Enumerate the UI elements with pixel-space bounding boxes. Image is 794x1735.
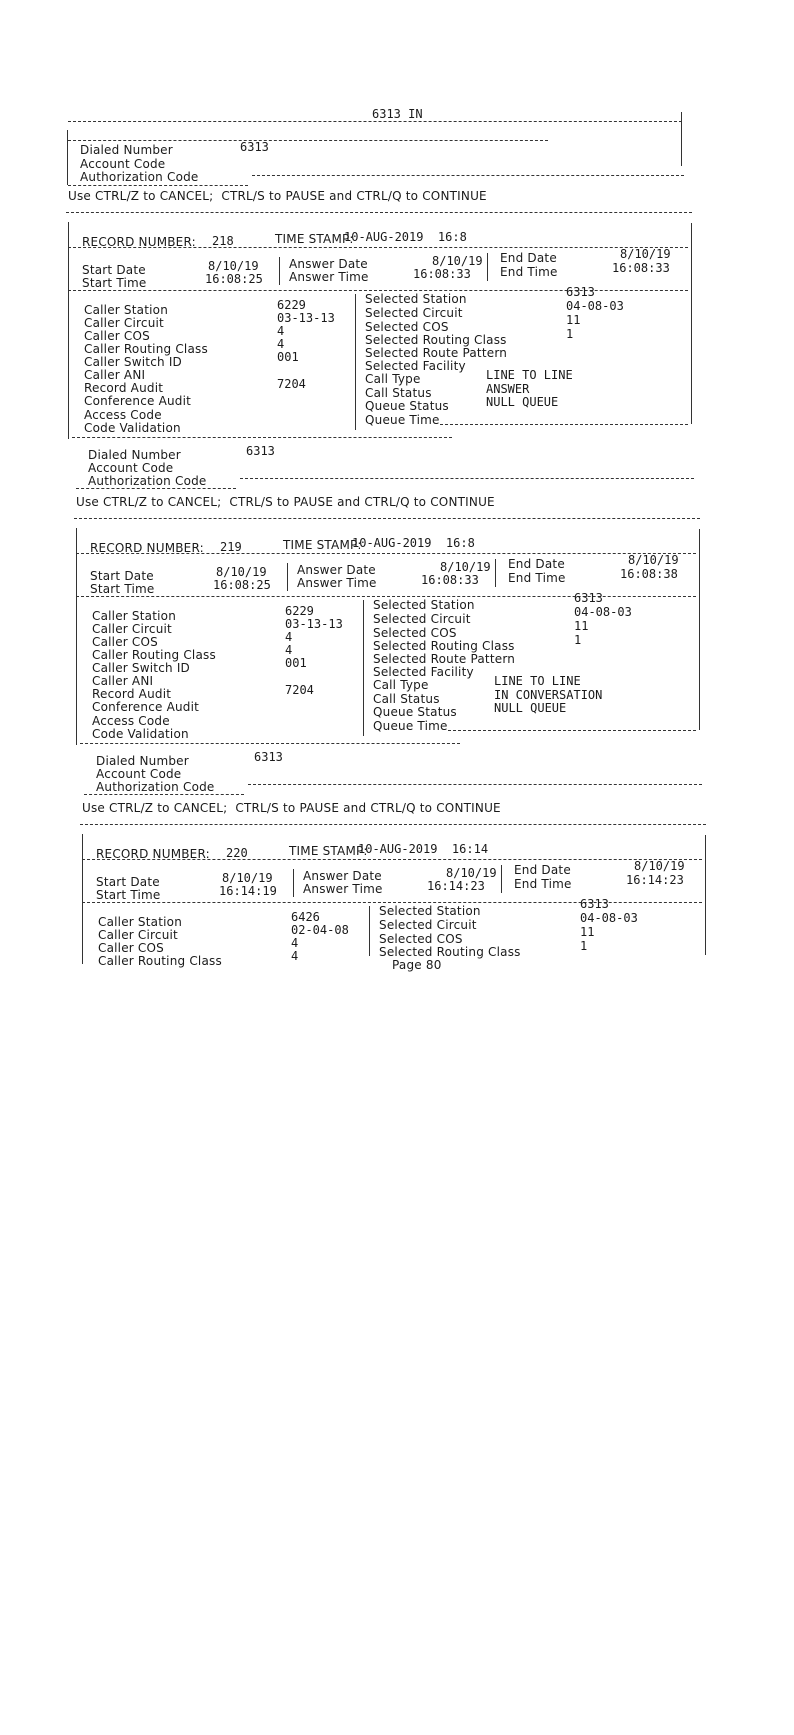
- caller-cos-label: Caller COS: [84, 329, 150, 343]
- record-audit-label: Record Audit: [84, 381, 164, 395]
- dialed-number-label: Dialed Number: [96, 754, 189, 768]
- selected-facility-label: Selected Facility: [373, 665, 474, 679]
- caller-cos: 4: [277, 324, 285, 338]
- call-type: LINE TO LINE: [494, 674, 581, 688]
- queue-status-label: Queue Status: [373, 705, 457, 719]
- record-number: 218: [212, 234, 234, 248]
- selected-routing-class: 1: [580, 939, 588, 953]
- divider: [82, 902, 702, 903]
- caller-station-label: Caller Station: [92, 609, 176, 623]
- answer-time: 16:08:33: [421, 573, 479, 587]
- caller-cos-label: Caller COS: [92, 635, 158, 649]
- divider: [76, 596, 696, 597]
- dialed-number-value: 6313: [254, 750, 283, 764]
- dialed-number-label: Dialed Number: [88, 448, 181, 462]
- end-time: 16:08:33: [612, 261, 670, 275]
- conference-audit-label: Conference Audit: [84, 394, 192, 408]
- selected-circuit-label: Selected Circuit: [373, 612, 471, 626]
- account-code-label: Account Code: [80, 157, 166, 171]
- end-date: 8/10/19: [620, 247, 671, 261]
- divider: [80, 824, 706, 825]
- answer-time-label: Answer Time: [289, 270, 369, 284]
- right-border: [705, 835, 706, 955]
- answer-date-label: Answer Date: [289, 257, 368, 271]
- divider: [74, 518, 700, 519]
- start-date: 8/10/19: [222, 871, 273, 885]
- record-block-220: [14, 612, 794, 1735]
- end-time: 16:08:38: [620, 567, 678, 581]
- start-time-label: Start Time: [96, 888, 161, 902]
- end-time-label: End Time: [508, 571, 566, 585]
- call-status-label: Call Status: [373, 692, 440, 706]
- caller-station-label: Caller Station: [84, 303, 168, 317]
- separator: [501, 865, 502, 893]
- selected-circuit: 04-08-03: [566, 299, 624, 313]
- caller-circuit: 03-13-13: [277, 311, 335, 325]
- record-audit-label: Record Audit: [92, 687, 172, 701]
- authorization-code-label: Authorization Code: [80, 170, 199, 184]
- dialed-number-value: 6313: [240, 140, 269, 154]
- end-date-label: End Date: [508, 557, 565, 571]
- end-time-label: End Time: [500, 265, 558, 279]
- selected-routing-class-label: Selected Routing Class: [373, 639, 515, 653]
- dialed-number-value: 6313: [246, 444, 275, 458]
- start-date-label: Start Date: [96, 875, 160, 889]
- time-stamp: 10-AUG-2019 16:14: [358, 842, 489, 856]
- selected-routing-class-label: Selected Routing Class: [379, 945, 521, 959]
- start-time-label: Start Time: [82, 276, 147, 290]
- start-time: 16:08:25: [213, 578, 271, 592]
- start-date-label: Start Date: [82, 263, 146, 277]
- cancel-prompt: Use CTRL/Z to CANCEL; CTRL/S to PAUSE and CTRL/Q to CONTINUE: [82, 801, 501, 815]
- caller-routing-class-label: Caller Routing Class: [98, 954, 222, 968]
- selected-circuit: 04-08-03: [574, 605, 632, 619]
- call-type-label: Call Type: [373, 678, 429, 692]
- separator: [495, 559, 496, 587]
- authorization-code-label: Authorization Code: [96, 780, 215, 794]
- caller-routing-class: 4: [285, 643, 293, 657]
- selected-circuit-label: Selected Circuit: [379, 918, 477, 932]
- end-date-label: End Date: [514, 863, 571, 877]
- start-date-label: Start Date: [90, 569, 154, 583]
- answer-date: 8/10/19: [440, 560, 491, 574]
- caller-routing-class: 4: [291, 949, 299, 963]
- divider: [82, 859, 702, 860]
- access-code-label: Access Code: [92, 714, 170, 728]
- separator: [287, 563, 288, 591]
- queue-status: NULL QUEUE: [494, 701, 567, 715]
- record-number: 220: [226, 846, 248, 860]
- time-stamp-label: TIME STAMP:: [283, 538, 362, 552]
- record-number-label: RECORD NUMBER:: [82, 235, 196, 249]
- start-date: 8/10/19: [208, 259, 259, 273]
- code-validation-label: Code Validation: [84, 421, 181, 435]
- account-code-label: Account Code: [88, 461, 174, 475]
- time-stamp-label: TIME STAMP:: [275, 232, 354, 246]
- time-stamp: 10-AUG-2019 16:8: [344, 230, 467, 244]
- caller-circuit-label: Caller Circuit: [98, 928, 178, 942]
- caller-routing-class: 4: [277, 337, 285, 351]
- cancel-prompt: Use CTRL/Z to CANCEL; CTRL/S to PAUSE and CTRL/Q to CONTINUE: [68, 189, 487, 203]
- selected-station: 6313: [566, 285, 595, 299]
- start-time: 16:14:19: [219, 884, 277, 898]
- answer-time: 16:14:23: [427, 879, 485, 893]
- call-type: LINE TO LINE: [486, 368, 573, 382]
- answer-time-label: Answer Time: [303, 882, 383, 896]
- cancel-prompt: Use CTRL/Z to CANCEL; CTRL/S to PAUSE and CTRL/Q to CONTINUE: [76, 495, 495, 509]
- call-status: ANSWER: [486, 382, 530, 396]
- code-validation-label: Code Validation: [92, 727, 189, 741]
- separator: [487, 253, 488, 281]
- end-date-label: End Date: [500, 251, 557, 265]
- selected-station-label: Selected Station: [373, 598, 475, 612]
- divider: [66, 212, 692, 213]
- answer-date-label: Answer Date: [303, 869, 382, 883]
- left-border: [82, 834, 83, 964]
- selected-station-label: Selected Station: [379, 904, 481, 918]
- selected-route-pattern-label: Selected Route Pattern: [373, 652, 516, 666]
- caller-station: 6426: [291, 910, 320, 924]
- queue-time-label: Queue Time: [373, 719, 448, 733]
- selected-route-pattern-label: Selected Route Pattern: [365, 346, 508, 360]
- caller-station: 6229: [285, 604, 314, 618]
- end-date: 8/10/19: [634, 859, 685, 873]
- selected-cos-label: Selected COS: [373, 626, 457, 640]
- caller-switch-id-label: Caller Switch ID: [84, 355, 182, 369]
- selected-cos: 11: [566, 313, 581, 327]
- caller-cos: 4: [285, 630, 293, 644]
- queue-time-label: Queue Time: [365, 413, 440, 427]
- answer-date: 8/10/19: [432, 254, 483, 268]
- access-code-label: Access Code: [84, 408, 162, 422]
- start-date: 8/10/19: [216, 565, 267, 579]
- answer-date: 8/10/19: [446, 866, 497, 880]
- answer-date-label: Answer Date: [297, 563, 376, 577]
- record-number: 219: [220, 540, 242, 554]
- divider: [68, 247, 688, 248]
- page-number: Page 80: [392, 958, 442, 972]
- caller-station-label: Caller Station: [98, 915, 182, 929]
- time-stamp: 10-AUG-2019 16:8: [352, 536, 475, 550]
- separator: [293, 869, 294, 897]
- record-audit: 7204: [285, 683, 314, 697]
- caller-ani-label: Caller ANI: [92, 674, 154, 688]
- answer-time: 16:08:33: [413, 267, 471, 281]
- start-time: 16:08:25: [205, 272, 263, 286]
- caller-circuit: 02-04-08: [291, 923, 349, 937]
- caller-cos: 4: [291, 936, 299, 950]
- start-time-label: Start Time: [90, 582, 155, 596]
- selected-circuit-label: Selected Circuit: [365, 306, 463, 320]
- selected-cos-label: Selected COS: [365, 320, 449, 334]
- call-status: IN CONVERSATION: [494, 688, 603, 702]
- caller-cos-label: Caller COS: [98, 941, 164, 955]
- caller-circuit-label: Caller Circuit: [92, 622, 172, 636]
- time-stamp-label: TIME STAMP:: [289, 844, 368, 858]
- selected-routing-class-label: Selected Routing Class: [365, 333, 507, 347]
- caller-station: 6229: [277, 298, 306, 312]
- selected-station-label: Selected Station: [365, 292, 467, 306]
- selected-facility-label: Selected Facility: [365, 359, 466, 373]
- dialed-number-label: Dialed Number: [80, 143, 173, 157]
- caller-circuit-label: Caller Circuit: [84, 316, 164, 330]
- call-type-label: Call Type: [365, 372, 421, 386]
- record-audit: 7204: [277, 377, 306, 391]
- selected-routing-class: 1: [574, 633, 582, 647]
- selected-routing-class: 1: [566, 327, 574, 341]
- conference-audit-label: Conference Audit: [92, 700, 200, 714]
- divider: [76, 553, 696, 554]
- caller-switch-id-label: Caller Switch ID: [92, 661, 190, 675]
- caller-switch-id: 001: [277, 350, 299, 364]
- call-status-label: Call Status: [365, 386, 432, 400]
- queue-status: NULL QUEUE: [486, 395, 559, 409]
- caller-switch-id: 001: [285, 656, 307, 670]
- selected-cos: 11: [574, 619, 589, 633]
- separator: [279, 257, 280, 285]
- caller-routing-class-label: Caller Routing Class: [84, 342, 208, 356]
- separator: [369, 906, 370, 956]
- record-number-label: RECORD NUMBER:: [90, 541, 204, 555]
- end-time: 16:14:23: [626, 873, 684, 887]
- end-date: 8/10/19: [628, 553, 679, 567]
- caller-ani-label: Caller ANI: [84, 368, 146, 382]
- page-header: 6313 IN: [372, 107, 423, 121]
- selected-station: 6313: [574, 591, 603, 605]
- selected-cos-label: Selected COS: [379, 932, 463, 946]
- caller-circuit: 03-13-13: [285, 617, 343, 631]
- queue-status-label: Queue Status: [365, 399, 449, 413]
- end-time-label: End Time: [514, 877, 572, 891]
- record-number-label: RECORD NUMBER:: [96, 847, 210, 861]
- caller-routing-class-label: Caller Routing Class: [92, 648, 216, 662]
- divider: [68, 290, 688, 291]
- selected-station: 6313: [580, 897, 609, 911]
- selected-circuit: 04-08-03: [580, 911, 638, 925]
- account-code-label: Account Code: [96, 767, 182, 781]
- authorization-code-label: Authorization Code: [88, 474, 207, 488]
- selected-cos: 11: [580, 925, 595, 939]
- answer-time-label: Answer Time: [297, 576, 377, 590]
